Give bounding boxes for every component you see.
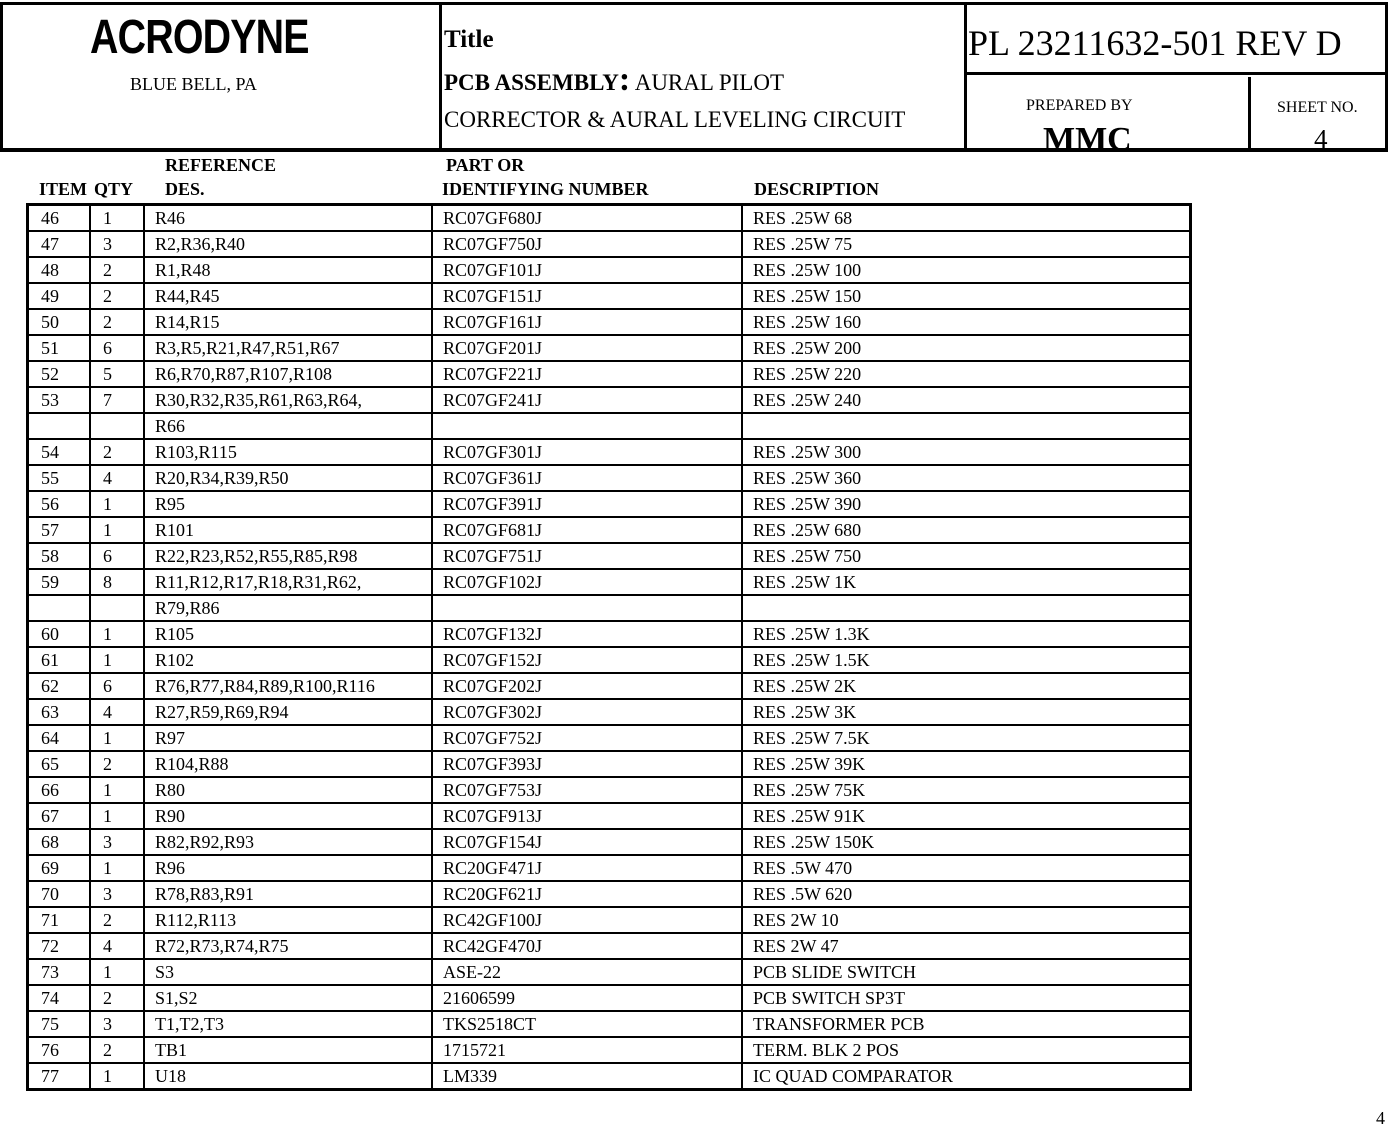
cell-ref: R11,R12,R17,R18,R31,R62, bbox=[144, 569, 432, 595]
cell-item: 66 bbox=[28, 777, 91, 803]
cell-item: 73 bbox=[28, 959, 91, 985]
cell-qty: 2 bbox=[90, 309, 144, 335]
cell-desc: RES .25W 7.5K bbox=[742, 725, 1191, 751]
cell-item: 63 bbox=[28, 699, 91, 725]
cell-qty bbox=[90, 595, 144, 621]
cell-qty: 4 bbox=[90, 933, 144, 959]
cell-desc: RES .25W 1.5K bbox=[742, 647, 1191, 673]
cell-part: RC07GF361J bbox=[432, 465, 742, 491]
table-row bbox=[28, 231, 1191, 257]
cell-desc: RES .25W 220 bbox=[742, 361, 1191, 387]
cell-desc: RES .5W 620 bbox=[742, 881, 1191, 907]
cell-item: 69 bbox=[28, 855, 91, 881]
cell-desc: RES .25W 1K bbox=[742, 569, 1191, 595]
document-title-line1 bbox=[444, 61, 784, 98]
cell-item: 74 bbox=[28, 985, 91, 1011]
table-row bbox=[28, 595, 1191, 621]
table-row bbox=[28, 621, 1191, 647]
table-row bbox=[28, 517, 1191, 543]
cell-desc: TRANSFORMER PCB bbox=[742, 1011, 1191, 1037]
cell-ref: R3,R5,R21,R47,R51,R67 bbox=[144, 335, 432, 361]
table-row bbox=[28, 933, 1191, 959]
table-row bbox=[28, 465, 1191, 491]
table-row bbox=[28, 387, 1191, 413]
cell-part: RC07GF201J bbox=[432, 335, 742, 361]
cell-ref: R2,R36,R40 bbox=[144, 231, 432, 257]
cell-desc: RES .25W 2K bbox=[742, 673, 1191, 699]
cell-ref: R102 bbox=[144, 647, 432, 673]
cell-qty: 6 bbox=[90, 673, 144, 699]
table-row bbox=[28, 491, 1191, 517]
cell-qty: 4 bbox=[90, 465, 144, 491]
cell-ref: R1,R48 bbox=[144, 257, 432, 283]
cell-item: 72 bbox=[28, 933, 91, 959]
cell-part: LM339 bbox=[432, 1063, 742, 1090]
cell-part: RC07GF913J bbox=[432, 803, 742, 829]
cell-part: RC07GF752J bbox=[432, 725, 742, 751]
cell-part: RC07GF680J bbox=[432, 205, 742, 232]
table-row bbox=[28, 907, 1191, 933]
cell-part: RC07GF241J bbox=[432, 387, 742, 413]
cell-desc: RES .25W 68 bbox=[742, 205, 1191, 232]
column-header-reference-top: REFERENCE bbox=[165, 155, 277, 175]
cell-qty: 1 bbox=[90, 725, 144, 751]
cell-qty bbox=[90, 413, 144, 439]
cell-part: RC42GF470J bbox=[432, 933, 742, 959]
cell-ref: R30,R32,R35,R61,R63,R64, bbox=[144, 387, 432, 413]
cell-qty: 3 bbox=[90, 829, 144, 855]
cell-ref: R79,R86 bbox=[144, 595, 432, 621]
cell-ref: R20,R34,R39,R50 bbox=[144, 465, 432, 491]
cell-item: 60 bbox=[28, 621, 91, 647]
cell-qty: 8 bbox=[90, 569, 144, 595]
cell-item: 67 bbox=[28, 803, 91, 829]
cell-desc: RES .25W 91K bbox=[742, 803, 1191, 829]
divider bbox=[439, 5, 442, 151]
cell-ref: R66 bbox=[144, 413, 432, 439]
table-row bbox=[28, 985, 1191, 1011]
cell-ref: R90 bbox=[144, 803, 432, 829]
cell-item: 77 bbox=[28, 1063, 91, 1090]
cell-part: RC07GF393J bbox=[432, 751, 742, 777]
column-header-part-bottom: IDENTIFYING NUMBER bbox=[442, 179, 649, 199]
table-row bbox=[28, 413, 1191, 439]
cell-item: 47 bbox=[28, 231, 91, 257]
cell-desc: RES .5W 470 bbox=[742, 855, 1191, 881]
table-row bbox=[28, 751, 1191, 777]
cell-item: 52 bbox=[28, 361, 91, 387]
cell-part: RC07GF753J bbox=[432, 777, 742, 803]
cell-desc: RES .25W 200 bbox=[742, 335, 1191, 361]
cell-qty: 2 bbox=[90, 283, 144, 309]
cell-item: 48 bbox=[28, 257, 91, 283]
cell-qty: 6 bbox=[90, 335, 144, 361]
cell-item: 62 bbox=[28, 673, 91, 699]
document-title-line2: CORRECTOR & AURAL LEVELING CIRCUIT bbox=[444, 107, 906, 132]
page-number: 4 bbox=[1376, 1108, 1385, 1128]
cell-part: RC07GF202J bbox=[432, 673, 742, 699]
cell-part: RC07GF681J bbox=[432, 517, 742, 543]
cell-desc: TERM. BLK 2 POS bbox=[742, 1037, 1191, 1063]
cell-qty: 2 bbox=[90, 257, 144, 283]
table-row bbox=[28, 725, 1191, 751]
cell-desc: RES .25W 240 bbox=[742, 387, 1191, 413]
table-row bbox=[28, 543, 1191, 569]
table-row bbox=[28, 309, 1191, 335]
title-assembly-label: PCB ASSEMBLY bbox=[444, 70, 619, 95]
cell-part: RC20GF621J bbox=[432, 881, 742, 907]
table-row bbox=[28, 881, 1191, 907]
cell-item: 71 bbox=[28, 907, 91, 933]
cell-ref: R46 bbox=[144, 205, 432, 232]
cell-desc: RES .25W 150K bbox=[742, 829, 1191, 855]
table-row bbox=[28, 257, 1191, 283]
cell-item: 57 bbox=[28, 517, 91, 543]
table-row bbox=[28, 803, 1191, 829]
cell-ref: R6,R70,R87,R107,R108 bbox=[144, 361, 432, 387]
cell-qty: 6 bbox=[90, 543, 144, 569]
cell-item: 70 bbox=[28, 881, 91, 907]
cell-desc bbox=[742, 595, 1191, 621]
cell-item: 49 bbox=[28, 283, 91, 309]
cell-qty: 1 bbox=[90, 517, 144, 543]
cell-desc: RES .25W 3K bbox=[742, 699, 1191, 725]
table-row bbox=[28, 1011, 1191, 1037]
cell-qty: 1 bbox=[90, 621, 144, 647]
sheet-number-value: 4 bbox=[1314, 124, 1328, 154]
cell-desc: RES .25W 360 bbox=[742, 465, 1191, 491]
cell-part: RC07GF151J bbox=[432, 283, 742, 309]
cell-part: RC07GF152J bbox=[432, 647, 742, 673]
cell-qty: 2 bbox=[90, 439, 144, 465]
cell-part: 1715721 bbox=[432, 1037, 742, 1063]
cell-ref: R101 bbox=[144, 517, 432, 543]
cell-desc: RES .25W 1.3K bbox=[742, 621, 1191, 647]
cell-ref: T1,T2,T3 bbox=[144, 1011, 432, 1037]
cell-item: 61 bbox=[28, 647, 91, 673]
cell-item: 64 bbox=[28, 725, 91, 751]
table-row bbox=[28, 439, 1191, 465]
cell-part: RC07GF221J bbox=[432, 361, 742, 387]
cell-part: RC07GF750J bbox=[432, 231, 742, 257]
cell-item: 46 bbox=[28, 205, 91, 232]
cell-desc: RES .25W 150 bbox=[742, 283, 1191, 309]
cell-qty: 1 bbox=[90, 803, 144, 829]
table-row bbox=[28, 959, 1191, 985]
column-header-part-top: PART OR bbox=[446, 155, 525, 175]
table-row bbox=[28, 1063, 1191, 1090]
cell-item: 54 bbox=[28, 439, 91, 465]
table-row bbox=[28, 283, 1191, 309]
cell-ref: U18 bbox=[144, 1063, 432, 1090]
cell-qty: 1 bbox=[90, 205, 144, 232]
table-row bbox=[28, 777, 1191, 803]
cell-ref: TB1 bbox=[144, 1037, 432, 1063]
table-row bbox=[28, 673, 1191, 699]
cell-desc: RES .25W 300 bbox=[742, 439, 1191, 465]
cell-qty: 1 bbox=[90, 855, 144, 881]
column-header-reference-bottom: DES. bbox=[165, 179, 205, 199]
cell-qty: 1 bbox=[90, 491, 144, 517]
cell-item: 53 bbox=[28, 387, 91, 413]
sheet-number-label: SHEET NO. bbox=[1277, 99, 1358, 116]
column-header-description: DESCRIPTION bbox=[754, 179, 880, 199]
cell-part: RC42GF100J bbox=[432, 907, 742, 933]
cell-ref: R97 bbox=[144, 725, 432, 751]
table-row bbox=[28, 647, 1191, 673]
table-row bbox=[28, 699, 1191, 725]
cell-part: RC07GF161J bbox=[432, 309, 742, 335]
cell-part: RC07GF101J bbox=[432, 257, 742, 283]
cell-ref: R78,R83,R91 bbox=[144, 881, 432, 907]
cell-desc: IC QUAD COMPARATOR bbox=[742, 1063, 1191, 1090]
cell-desc: RES .25W 390 bbox=[742, 491, 1191, 517]
cell-desc: RES 2W 47 bbox=[742, 933, 1191, 959]
cell-qty: 1 bbox=[90, 959, 144, 985]
cell-qty: 3 bbox=[90, 881, 144, 907]
table-row bbox=[28, 855, 1191, 881]
cell-ref: S1,S2 bbox=[144, 985, 432, 1011]
cell-desc: RES .25W 680 bbox=[742, 517, 1191, 543]
company-location: BLUE BELL, PA bbox=[130, 74, 257, 94]
cell-qty: 1 bbox=[90, 777, 144, 803]
cell-item: 59 bbox=[28, 569, 91, 595]
cell-ref: R80 bbox=[144, 777, 432, 803]
cell-part: TKS2518CT bbox=[432, 1011, 742, 1037]
cell-part bbox=[432, 413, 742, 439]
cell-desc: RES .25W 39K bbox=[742, 751, 1191, 777]
cell-ref: R44,R45 bbox=[144, 283, 432, 309]
table-row bbox=[28, 829, 1191, 855]
cell-desc: RES .25W 100 bbox=[742, 257, 1191, 283]
cell-item: 68 bbox=[28, 829, 91, 855]
cell-item: 50 bbox=[28, 309, 91, 335]
cell-qty: 3 bbox=[90, 1011, 144, 1037]
cell-qty: 4 bbox=[90, 699, 144, 725]
parts-list-number: PL 23211632-501 REV D bbox=[968, 23, 1342, 63]
cell-qty: 5 bbox=[90, 361, 144, 387]
cell-ref: R104,R88 bbox=[144, 751, 432, 777]
cell-ref: S3 bbox=[144, 959, 432, 985]
cell-part bbox=[432, 595, 742, 621]
cell-ref: R22,R23,R52,R55,R85,R98 bbox=[144, 543, 432, 569]
cell-part: 21606599 bbox=[432, 985, 742, 1011]
divider bbox=[964, 72, 1388, 75]
cell-part: RC07GF301J bbox=[432, 439, 742, 465]
title-colon: : bbox=[618, 61, 631, 98]
cell-item: 58 bbox=[28, 543, 91, 569]
cell-qty: 2 bbox=[90, 907, 144, 933]
cell-desc: RES .25W 160 bbox=[742, 309, 1191, 335]
cell-desc: RES .25W 75 bbox=[742, 231, 1191, 257]
cell-item: 76 bbox=[28, 1037, 91, 1063]
cell-part: RC07GF302J bbox=[432, 699, 742, 725]
table-row bbox=[28, 1037, 1191, 1063]
cell-part: RC07GF132J bbox=[432, 621, 742, 647]
cell-desc: RES .25W 750 bbox=[742, 543, 1191, 569]
cell-qty: 2 bbox=[90, 751, 144, 777]
divider bbox=[964, 5, 967, 151]
cell-desc: RES .25W 75K bbox=[742, 777, 1191, 803]
company-logo: ACRODYNE bbox=[90, 11, 309, 64]
cell-item: 51 bbox=[28, 335, 91, 361]
cell-qty: 2 bbox=[90, 1037, 144, 1063]
table-row bbox=[28, 361, 1191, 387]
cell-part: RC20GF471J bbox=[432, 855, 742, 881]
cell-item: 75 bbox=[28, 1011, 91, 1037]
cell-part: RC07GF751J bbox=[432, 543, 742, 569]
cell-ref: R72,R73,R74,R75 bbox=[144, 933, 432, 959]
cell-ref: R82,R92,R93 bbox=[144, 829, 432, 855]
parts-list-table bbox=[26, 203, 1192, 1091]
divider bbox=[1248, 77, 1251, 151]
cell-qty: 1 bbox=[90, 647, 144, 673]
title-assembly-name: AURAL PILOT bbox=[630, 70, 784, 95]
cell-ref: R105 bbox=[144, 621, 432, 647]
cell-desc: RES 2W 10 bbox=[742, 907, 1191, 933]
prepared-by-label: PREPARED BY bbox=[1026, 97, 1133, 114]
cell-qty: 7 bbox=[90, 387, 144, 413]
cell-qty: 2 bbox=[90, 985, 144, 1011]
cell-part: RC07GF102J bbox=[432, 569, 742, 595]
parts-list-body bbox=[28, 205, 1191, 1090]
cell-qty: 3 bbox=[90, 231, 144, 257]
cell-desc: PCB SLIDE SWITCH bbox=[742, 959, 1191, 985]
cell-desc bbox=[742, 413, 1191, 439]
cell-part: RC07GF154J bbox=[432, 829, 742, 855]
cell-desc: PCB SWITCH SP3T bbox=[742, 985, 1191, 1011]
cell-ref: R95 bbox=[144, 491, 432, 517]
cell-item bbox=[28, 413, 91, 439]
cell-part: RC07GF391J bbox=[432, 491, 742, 517]
cell-qty: 1 bbox=[90, 1063, 144, 1090]
table-row bbox=[28, 335, 1191, 361]
cell-item bbox=[28, 595, 91, 621]
cell-item: 65 bbox=[28, 751, 91, 777]
table-row bbox=[28, 205, 1191, 232]
cell-part: ASE-22 bbox=[432, 959, 742, 985]
cell-ref: R76,R77,R84,R89,R100,R116 bbox=[144, 673, 432, 699]
cell-ref: R14,R15 bbox=[144, 309, 432, 335]
cell-ref: R103,R115 bbox=[144, 439, 432, 465]
column-header-qty: QTY bbox=[94, 179, 134, 199]
cell-ref: R27,R59,R69,R94 bbox=[144, 699, 432, 725]
cell-item: 56 bbox=[28, 491, 91, 517]
prepared-by-value: MMC bbox=[1043, 121, 1132, 150]
cell-ref: R96 bbox=[144, 855, 432, 881]
title-label: Title bbox=[444, 26, 494, 53]
column-header-item: ITEM bbox=[39, 179, 88, 199]
table-row bbox=[28, 569, 1191, 595]
cell-ref: R112,R113 bbox=[144, 907, 432, 933]
cell-item: 55 bbox=[28, 465, 91, 491]
